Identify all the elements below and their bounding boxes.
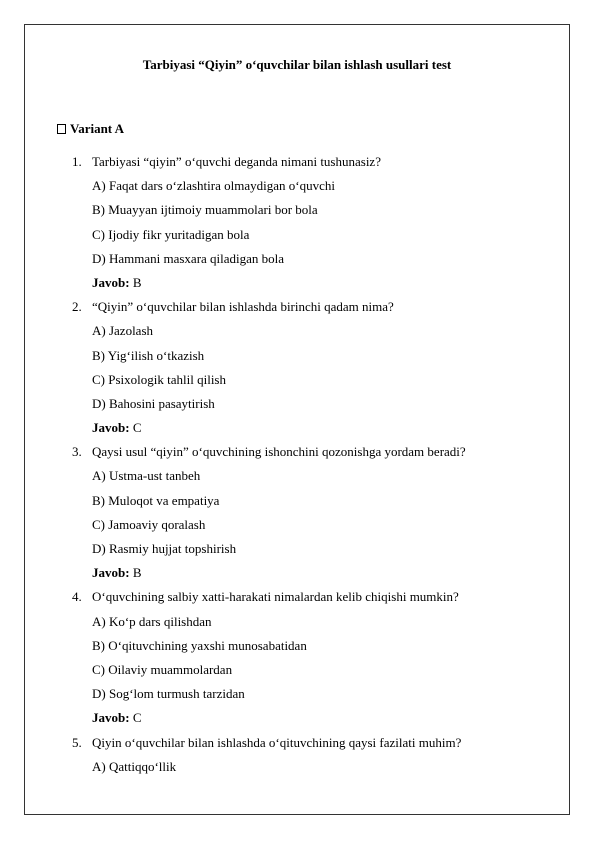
option: A) Jazolash: [92, 323, 154, 339]
option: B) O‘qituvchining yaxshi munosabatidan: [92, 637, 307, 653]
option: D) Rasmiy hujjat topshirish: [92, 541, 237, 556]
answer-label: Javob:: [92, 274, 130, 290]
question-text: O‘quvchining salbiy xatti-harakati nimalardan kelib chiqishi mumkin?: [92, 589, 459, 605]
answer-value: B: [132, 274, 142, 290]
checkbox-square-icon: [57, 124, 66, 134]
question-text-line: [72, 585, 552, 609]
option: C) Oilaviy muammolardan: [92, 661, 233, 677]
question-text-line: [72, 295, 552, 319]
answer-label: Javob:: [92, 710, 130, 726]
answer-line: [72, 706, 552, 730]
option: C) Ijodiy fikr yuritadigan bola: [92, 226, 250, 242]
question-item: [72, 731, 552, 779]
answer-label: Javob:: [92, 420, 130, 436]
variant-heading: [57, 121, 124, 137]
question-number: 2.: [72, 299, 82, 315]
question-text-line: [72, 440, 552, 464]
option: B) Muayyan ijtimoiy muammolari bor bola: [92, 202, 318, 218]
option: C) Jamoaviy qoralash: [92, 516, 206, 532]
option: D) Bahosini pasaytirish: [92, 395, 215, 411]
option: B) Muloqot va empatiya: [92, 492, 220, 508]
question-item: [72, 440, 552, 585]
question-item: [72, 295, 552, 440]
question-text: “Qiyin” o‘quvchilar bilan ishlashda birinchi qadam nima?: [92, 299, 394, 315]
option: D) Sog‘lom turmush tarzidan: [92, 686, 245, 702]
question-list: [72, 150, 552, 779]
question-text-line: [72, 150, 552, 174]
option: B) Yig‘ilish o‘tkazish: [92, 347, 205, 363]
answer-label: Javob:: [92, 565, 130, 581]
option: A) Qattiqqo‘llik: [92, 758, 177, 774]
option: D) Hammani masxara qiladigan bola: [92, 250, 285, 266]
option: A) Ko‘p dars qilishdan: [92, 613, 212, 629]
question-number: 1.: [72, 154, 82, 169]
answer-line: [72, 271, 552, 295]
question-number: 3.: [72, 444, 82, 460]
variant-label: Variant A: [70, 121, 125, 136]
answer-line: [72, 416, 552, 440]
answer-value: B: [132, 565, 142, 581]
question-text: Tarbiyasi “qiyin” o‘quvchi deganda nimani tushunasiz?: [92, 154, 381, 169]
question-text-line: [72, 731, 552, 755]
question-number: 5.: [72, 734, 82, 750]
question-item: [72, 585, 552, 730]
option: A) Faqat dars o‘zlashtira olmaydigan o‘quvchi: [92, 178, 335, 194]
option: C) Psixologik tahlil qilish: [92, 371, 226, 387]
question-text: Qiyin o‘quvchilar bilan ishlashda o‘qituvchining qaysi fazilati muhim?: [92, 734, 462, 750]
question-item: [72, 150, 552, 295]
answer-value: C: [132, 420, 142, 436]
question-text: Qaysi usul “qiyin” o‘quvchining ishonchini qozonishga yordam beradi?: [92, 444, 466, 460]
answer-line: [72, 561, 552, 585]
question-number: 4.: [72, 589, 82, 605]
answer-value: C: [132, 710, 142, 726]
document-title: Tarbiyasi “Qiyin” o‘quvchilar bilan ishlash usullari test: [142, 57, 452, 72]
option: A) Ustma-ust tanbeh: [92, 468, 201, 484]
